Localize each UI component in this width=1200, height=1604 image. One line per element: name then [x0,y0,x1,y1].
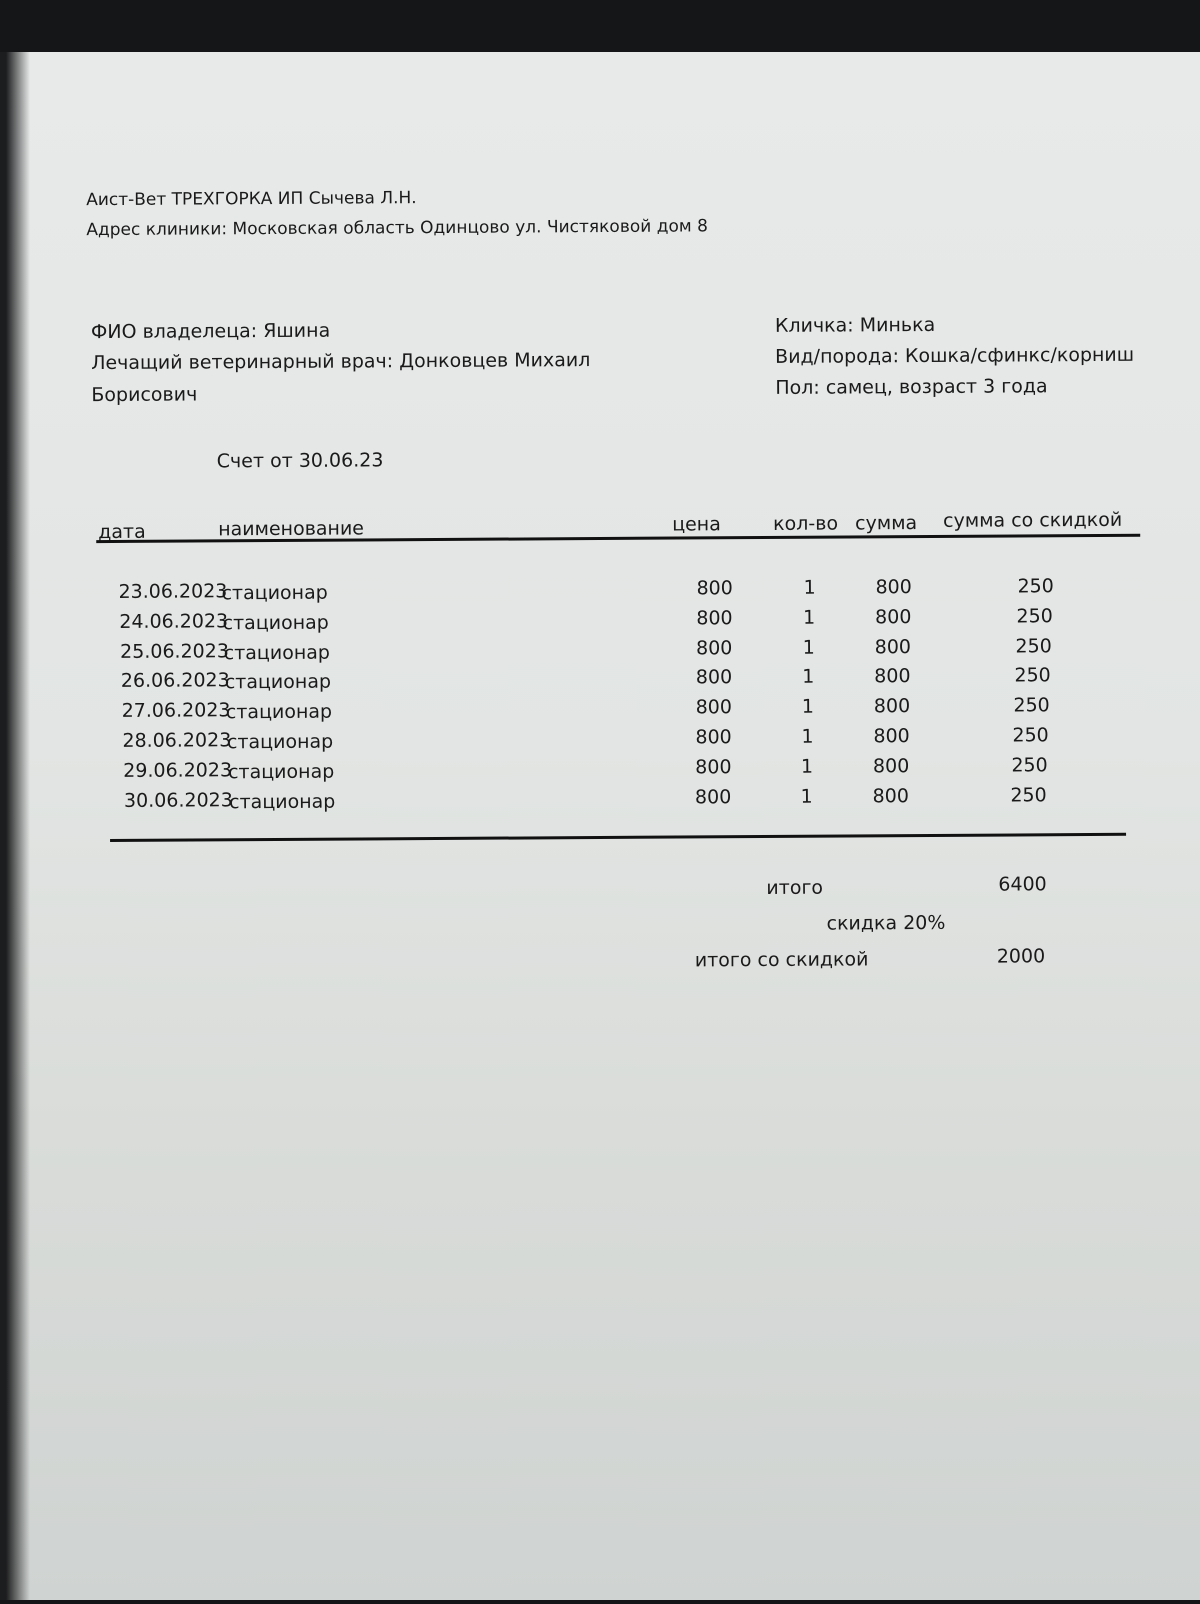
cell-date: 30.06.2023 [123,788,233,812]
pet-sex-age: Пол: самец, возраст 3 года [775,375,1048,399]
header-sum-discount: сумма со скидкой [943,508,1123,532]
cell-qty: 1 [800,755,814,778]
owner-name: ФИО владелеца: Яшина [90,319,331,344]
total-discount-value: 2000 [996,945,1046,968]
total-discount-label: итого со скидкой [694,948,869,972]
cell-sum: 800 [875,605,912,629]
cell-name: стационар [229,790,336,813]
invoice-title: Счет от 30.06.23 [216,449,384,473]
cell-sum-discount: 250 [1011,754,1048,777]
cell-name: стационар [221,581,328,605]
cell-date: 23.06.2023 [118,580,228,603]
header-price: цена [672,513,721,536]
discount-label: скидка 20% [826,911,946,935]
cell-qty: 1 [803,606,816,629]
cell-price: 800 [696,636,733,660]
cell-sum: 800 [873,725,910,748]
cell-name: стационар [226,730,334,754]
footer-rule [110,833,1126,842]
cell-date: 24.06.2023 [119,610,229,633]
cell-sum-discount: 250 [1014,664,1051,687]
cell-sum: 800 [874,665,911,688]
cell-sum-discount: 250 [1015,634,1052,658]
total-value: 6400 [998,873,1047,896]
cell-sum-discount: 250 [1016,605,1053,628]
cell-price: 800 [694,785,732,809]
cell-qty: 1 [801,695,815,718]
clinic-name: Аист-Вет ТРЕХГОРКА ИП Сычева Л.Н. [86,188,417,211]
cell-price: 800 [696,606,733,630]
cell-qty: 1 [800,785,813,808]
cell-name: стационар [223,641,330,664]
cell-name: стационар [225,700,333,724]
cell-name: стационар [227,760,335,784]
cell-price: 800 [696,577,733,600]
total-label: итого [766,876,824,899]
doctor-name-line2: Борисович [91,383,198,407]
cell-sum: 800 [872,754,910,778]
cell-sum: 800 [872,784,909,807]
header-name: наименование [218,517,365,541]
cell-qty: 1 [802,666,815,689]
cell-price: 800 [695,696,732,719]
cell-date: 29.06.2023 [123,759,233,782]
clinic-address: Адрес клиники: Московская область Одинцово ул. Чистяковой дом 8 [86,216,708,241]
cell-date: 27.06.2023 [121,699,231,723]
header-date: дата [98,520,146,544]
cell-date: 28.06.2023 [122,729,232,752]
cell-sum: 800 [875,576,912,599]
cell-price: 800 [695,726,732,749]
cell-price: 800 [695,755,732,779]
header-sum: сумма [855,512,918,535]
cell-name: стационар [222,611,329,635]
header-qty: кол-во [773,512,839,535]
cell-qty: 1 [801,725,814,748]
cell-qty: 1 [803,576,816,599]
cell-price: 800 [695,666,733,689]
cell-sum: 800 [874,635,912,658]
cell-qty: 1 [802,636,815,659]
pet-name: Кличка: Минька [774,313,936,337]
cell-date: 26.06.2023 [120,669,230,693]
cell-name: стационар [224,671,332,694]
cell-sum-discount: 250 [1010,783,1047,807]
cell-date: 25.06.2023 [120,639,229,663]
cell-sum-discount: 250 [1013,694,1050,717]
cell-sum-discount: 250 [1012,724,1049,747]
cell-sum: 800 [873,695,911,718]
doctor-name-line1: Лечащий ветеринарный врач: Донковцев Михаил [91,349,591,375]
pet-species: Вид/порода: Кошка/сфинкс/корниш [775,343,1135,368]
cell-sum-discount: 250 [1017,575,1054,598]
